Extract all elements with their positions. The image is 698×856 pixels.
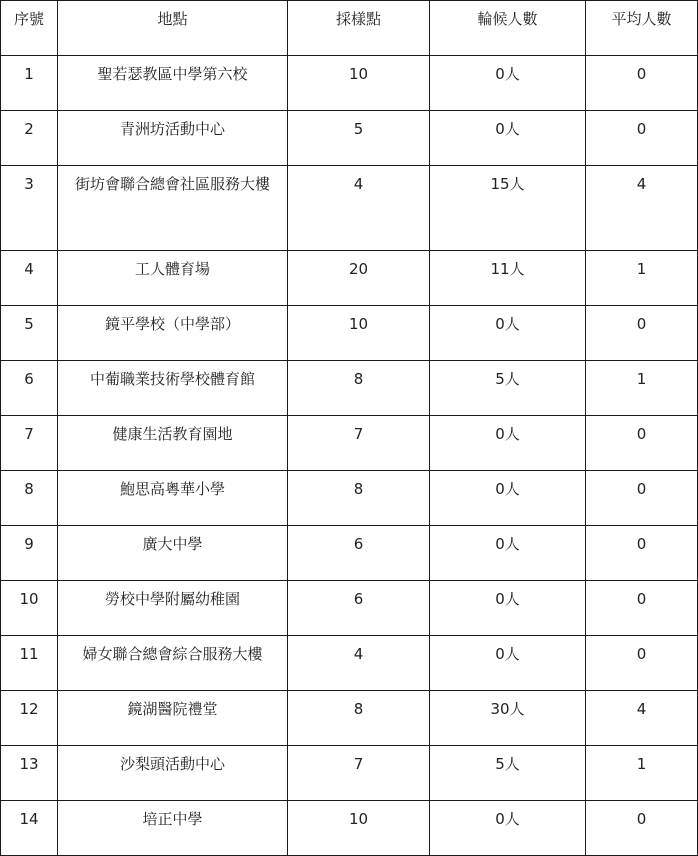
cell-sampling-points: 10 bbox=[288, 56, 430, 111]
header-waiting-count: 輪候人數 bbox=[430, 1, 586, 56]
cell-serial-number: 9 bbox=[1, 526, 58, 581]
cell-serial-number: 14 bbox=[1, 801, 58, 856]
cell-serial-number: 10 bbox=[1, 581, 58, 636]
cell-serial-number: 5 bbox=[1, 306, 58, 361]
cell-waiting-count: 15人 bbox=[430, 166, 586, 251]
cell-waiting-count: 0人 bbox=[430, 581, 586, 636]
cell-location: 婦女聯合總會綜合服務大樓 bbox=[58, 636, 288, 691]
table-row bbox=[1, 306, 698, 361]
table-row bbox=[1, 746, 698, 801]
cell-serial-number: 1 bbox=[1, 56, 58, 111]
cell-location: 中葡職業技術學校體育館 bbox=[58, 361, 288, 416]
cell-sampling-points: 4 bbox=[288, 636, 430, 691]
cell-serial-number: 12 bbox=[1, 691, 58, 746]
cell-waiting-count: 0人 bbox=[430, 801, 586, 856]
table-row bbox=[1, 251, 698, 306]
cell-waiting-count: 0人 bbox=[430, 416, 586, 471]
cell-average-count: 0 bbox=[586, 636, 698, 691]
cell-serial-number: 7 bbox=[1, 416, 58, 471]
cell-sampling-points: 20 bbox=[288, 251, 430, 306]
table-row bbox=[1, 801, 698, 856]
table-row bbox=[1, 166, 698, 251]
header-average-count: 平均人數 bbox=[586, 1, 698, 56]
cell-waiting-count: 0人 bbox=[430, 56, 586, 111]
cell-average-count: 0 bbox=[586, 306, 698, 361]
cell-sampling-points: 8 bbox=[288, 361, 430, 416]
cell-location: 鏡湖醫院禮堂 bbox=[58, 691, 288, 746]
cell-average-count: 1 bbox=[586, 361, 698, 416]
cell-average-count: 4 bbox=[586, 691, 698, 746]
cell-average-count: 0 bbox=[586, 471, 698, 526]
cell-location: 勞校中學附屬幼稚園 bbox=[58, 581, 288, 636]
cell-sampling-points: 7 bbox=[288, 416, 430, 471]
cell-average-count: 4 bbox=[586, 166, 698, 251]
cell-average-count: 0 bbox=[586, 111, 698, 166]
cell-location: 工人體育場 bbox=[58, 251, 288, 306]
cell-average-count: 1 bbox=[586, 746, 698, 801]
table-row bbox=[1, 416, 698, 471]
cell-serial-number: 2 bbox=[1, 111, 58, 166]
cell-serial-number: 3 bbox=[1, 166, 58, 251]
cell-waiting-count: 0人 bbox=[430, 636, 586, 691]
table-row bbox=[1, 636, 698, 691]
cell-sampling-points: 10 bbox=[288, 306, 430, 361]
cell-location: 鏡平學校（中學部） bbox=[58, 306, 288, 361]
cell-waiting-count: 0人 bbox=[430, 471, 586, 526]
table-row bbox=[1, 691, 698, 746]
cell-waiting-count: 5人 bbox=[430, 746, 586, 801]
cell-location: 健康生活教育園地 bbox=[58, 416, 288, 471]
cell-average-count: 0 bbox=[586, 56, 698, 111]
cell-serial-number: 11 bbox=[1, 636, 58, 691]
cell-waiting-count: 5人 bbox=[430, 361, 586, 416]
cell-location: 培正中學 bbox=[58, 801, 288, 856]
cell-sampling-points: 8 bbox=[288, 471, 430, 526]
cell-location: 聖若瑟教區中學第六校 bbox=[58, 56, 288, 111]
cell-waiting-count: 11人 bbox=[430, 251, 586, 306]
cell-sampling-points: 7 bbox=[288, 746, 430, 801]
cell-location: 沙梨頭活動中心 bbox=[58, 746, 288, 801]
cell-location: 廣大中學 bbox=[58, 526, 288, 581]
table-row bbox=[1, 581, 698, 636]
cell-location: 鮑思高粵華小學 bbox=[58, 471, 288, 526]
cell-serial-number: 4 bbox=[1, 251, 58, 306]
cell-serial-number: 13 bbox=[1, 746, 58, 801]
header-location: 地點 bbox=[58, 1, 288, 56]
cell-serial-number: 8 bbox=[1, 471, 58, 526]
table-row bbox=[1, 111, 698, 166]
header-row bbox=[1, 1, 698, 56]
cell-serial-number: 6 bbox=[1, 361, 58, 416]
cell-sampling-points: 8 bbox=[288, 691, 430, 746]
table-row bbox=[1, 56, 698, 111]
cell-sampling-points: 4 bbox=[288, 166, 430, 251]
cell-average-count: 0 bbox=[586, 526, 698, 581]
cell-average-count: 1 bbox=[586, 251, 698, 306]
cell-average-count: 0 bbox=[586, 801, 698, 856]
cell-waiting-count: 30人 bbox=[430, 691, 586, 746]
table-row bbox=[1, 471, 698, 526]
cell-waiting-count: 0人 bbox=[430, 526, 586, 581]
cell-location: 街坊會聯合總會社區服務大樓 bbox=[58, 166, 288, 251]
table-row bbox=[1, 526, 698, 581]
cell-location: 青洲坊活動中心 bbox=[58, 111, 288, 166]
header-sampling-points: 採樣點 bbox=[288, 1, 430, 56]
cell-waiting-count: 0人 bbox=[430, 306, 586, 361]
cell-average-count: 0 bbox=[586, 581, 698, 636]
cell-waiting-count: 0人 bbox=[430, 111, 586, 166]
cell-sampling-points: 6 bbox=[288, 526, 430, 581]
cell-average-count: 0 bbox=[586, 416, 698, 471]
header-serial-number: 序號 bbox=[1, 1, 58, 56]
cell-sampling-points: 5 bbox=[288, 111, 430, 166]
table-row bbox=[1, 361, 698, 416]
cell-sampling-points: 6 bbox=[288, 581, 430, 636]
cell-sampling-points: 10 bbox=[288, 801, 430, 856]
